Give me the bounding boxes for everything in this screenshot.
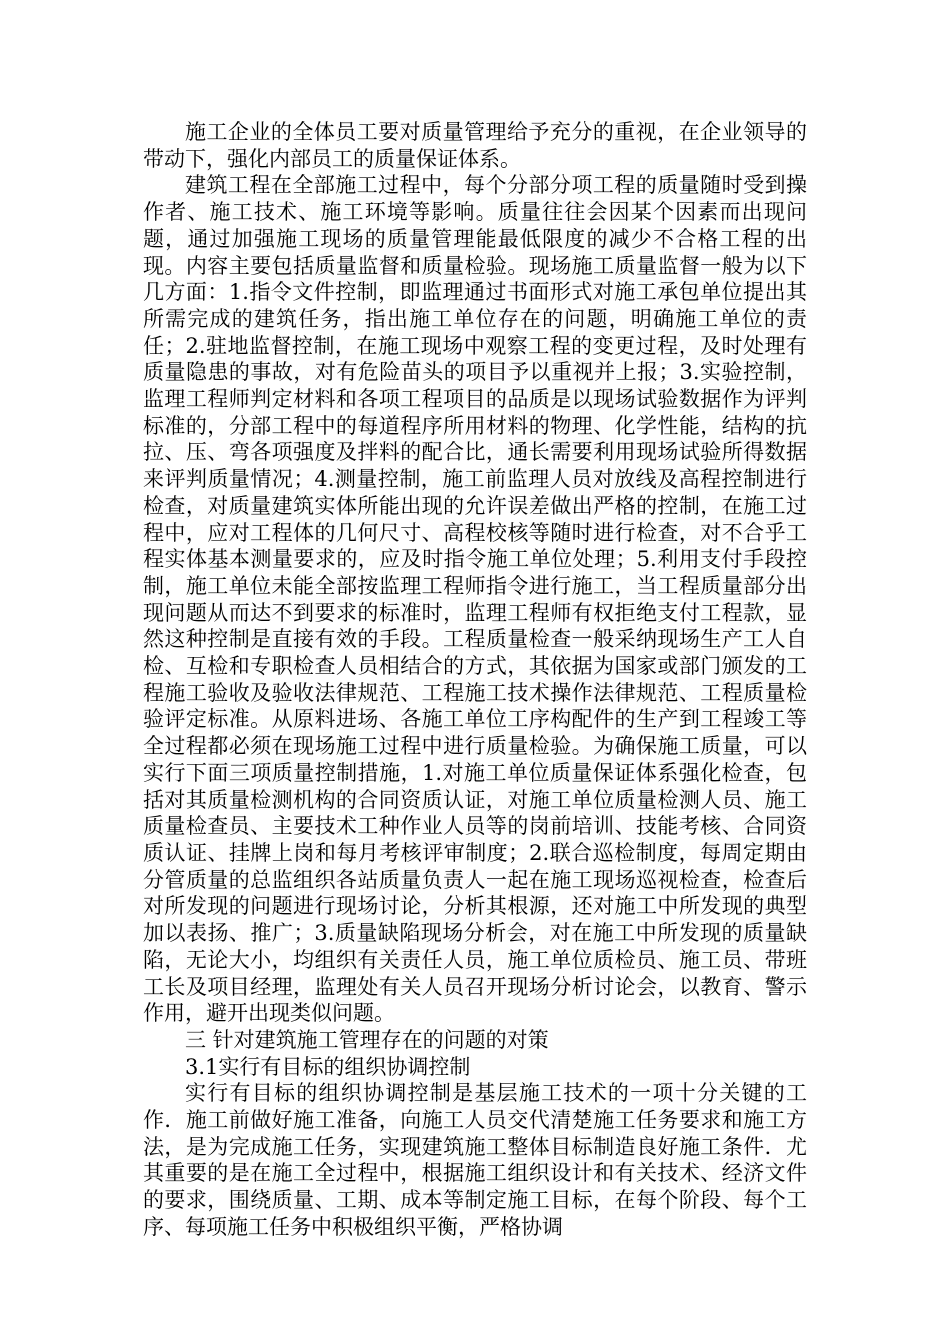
paragraph-quality-control: 建筑工程在全部施工过程中，每个分部分项工程的质量随时受到操作者、施工技术、施工环境等影响。质量往往会因某个因素而出现问题，通过加强施工现场的质量管理能最低限度的减少不合格工程的出现。内容主要包括质量监督和质量检验。现场施工质量监督一般为以下几方面：1.指令文件控制，即监理通过书面形式对施工承包单位提出其所需完成的建筑任务，指出施工单位存在的问题，明确施工单位的责任；2.驻地监督控制，在施工现场中观察工程的变更过程，及时处理有质量隐患的事故，对有危险苗头的项目予以重视并上报；3.实验控制，监理工程师判定材料和各项工程项目的品质是以现场试验数据作为评判标准的，分部工程中的每道程序所用材料的物理、化学性能，结构的抗拉、压、弯各项强度及拌料的配合比，通长需要利用现场试验所得数据来评判质量情况；4.测量控制，施工前监理人员对放线及高程控制进行检查，对质量建筑实体所能出现的允许误差做出严格的控制，在施工过程中，应对工程体的几何尺寸、高程校核等随时进行检查，对不合乎工程实体基本测量要求的，应及时指令施工单位处理；5.利用支付手段控制，施工单位未能全部按监理工程师指令进行施工，当工程质量部分出现问题从而达不到要求的标准时，监理工程师有权拒绝支付工程款，显然这种控制是直接有效的手段。工程质量检查一般采纳现场生产工人自检、互检和专职检查人员相结合的方式，其依据为国家或部门颁发的工程施工验收及验收法律规范、工程施工技术操作法律规范、工程质量检验评定标准。从原料进场、各施工单位工序构配件的生产到工程竣工等全过程都必须在现场施工过程中进行质量检验。为确保施工质量，可以实行下面三项质量控制措施，1.对施工单位质量保证体系强化检查，包括对其质量检测机构的合同资质认证，对施工单位质量检测人员、施工质量检查员、主要技术工种作业人员等的岗前培训、技能考核、合同资质认证、挂牌上岗和每月考核评审制度；2.联合巡检制度，每周定期由分管质量的总监组织各站质量负责人一起在施工现场巡视检查，检查后对所发现的问题进行现场讨论，分析其根源，还对施工中所发现的典型加以表扬、推广；3.质量缺陷现场分析会，对在施工中所发现的质量缺陷，无论大小，均组织有关责任人员，施工单位质检员、施工员、带班工长及项目经理，监理处有关人员召开现场分析讨论会，以教育、警示作用，避开出现类似问题。 — [143, 173, 807, 1026]
section-heading: 三 针对建筑施工管理存在的问题的对策 — [185, 1027, 549, 1052]
subsection-heading: 3.1实行有目标的组织协调控制 — [185, 1054, 471, 1079]
paragraph-quality-awareness: 施工企业的全体员工要对质量管理给予充分的重视，在企业领导的带动下，强化内部员工的质量保证体系。 — [143, 120, 807, 171]
paragraph-organization-control: 实行有目标的组织协调控制是基层施工技术的一项十分关键的工作．施工前做好施工准备，向施工人员交代清楚施工任务要求和施工方法，是为完成施工任务，实现建筑施工整体目标制造良好施工条件．尤其重要的是在施工全过程中，根据施工组织设计和有关技术、经济文件的要求，围绕质量、工期、成本等制定施工目标，在每个阶段、每个工序、每项施工任务中积极组织平衡，严格协调 — [143, 1081, 807, 1239]
document-body — [143, 119, 807, 1241]
